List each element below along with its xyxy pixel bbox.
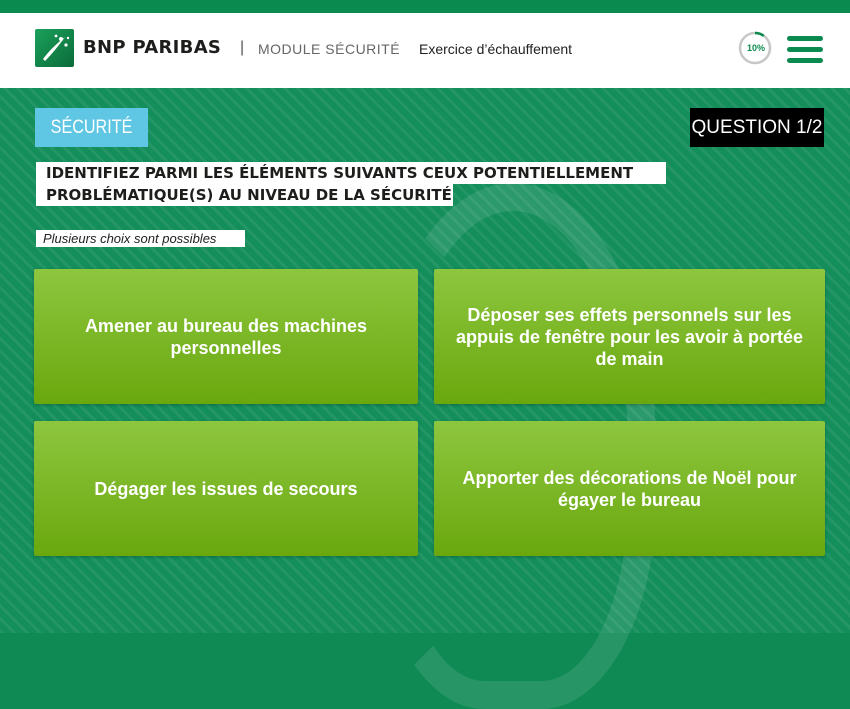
progress-label: 10% [746, 43, 765, 53]
menu-bar [787, 47, 823, 52]
header-separator: | [240, 39, 245, 56]
answer-choice-4[interactable]: Apporter des décorations de Noël pour égayer le bureau [434, 421, 825, 556]
top-accent-bar [0, 0, 850, 13]
section-tag: SÉCURITÉ [35, 108, 148, 147]
multiple-choice-hint: Plusieurs choix sont possibles [36, 230, 245, 247]
answer-choice-3[interactable]: Dégager les issues de secours [34, 421, 418, 556]
question-title-line1: IDENTIFIEZ PARMI LES ÉLÉMENTS SUIVANTS CEUX POTENTIELLEMENT [36, 162, 666, 184]
hamburger-menu-icon[interactable] [787, 36, 823, 64]
answer-choice-2[interactable]: Déposer ses effets personnels sur les appuis de fenêtre pour les avoir à portée de main [434, 269, 825, 404]
exercise-title: Exercice d’échauffement [419, 41, 573, 57]
question-counter: QUESTION 1/2 [690, 108, 824, 147]
menu-bar [787, 36, 823, 41]
question-title-line2: PROBLÉMATIQUE(S) AU NIVEAU DE LA SÉCURITÉ [36, 184, 453, 206]
module-title: MODULE SÉCURITÉ [258, 41, 401, 57]
brand-name: BNP PARIBAS [83, 37, 222, 58]
app-header [0, 13, 850, 88]
bnp-paribas-logo [35, 29, 74, 67]
quiz-stage [0, 88, 850, 633]
answer-choice-1[interactable]: Amener au bureau des machines personnelles [34, 269, 418, 404]
menu-bar [787, 58, 823, 63]
